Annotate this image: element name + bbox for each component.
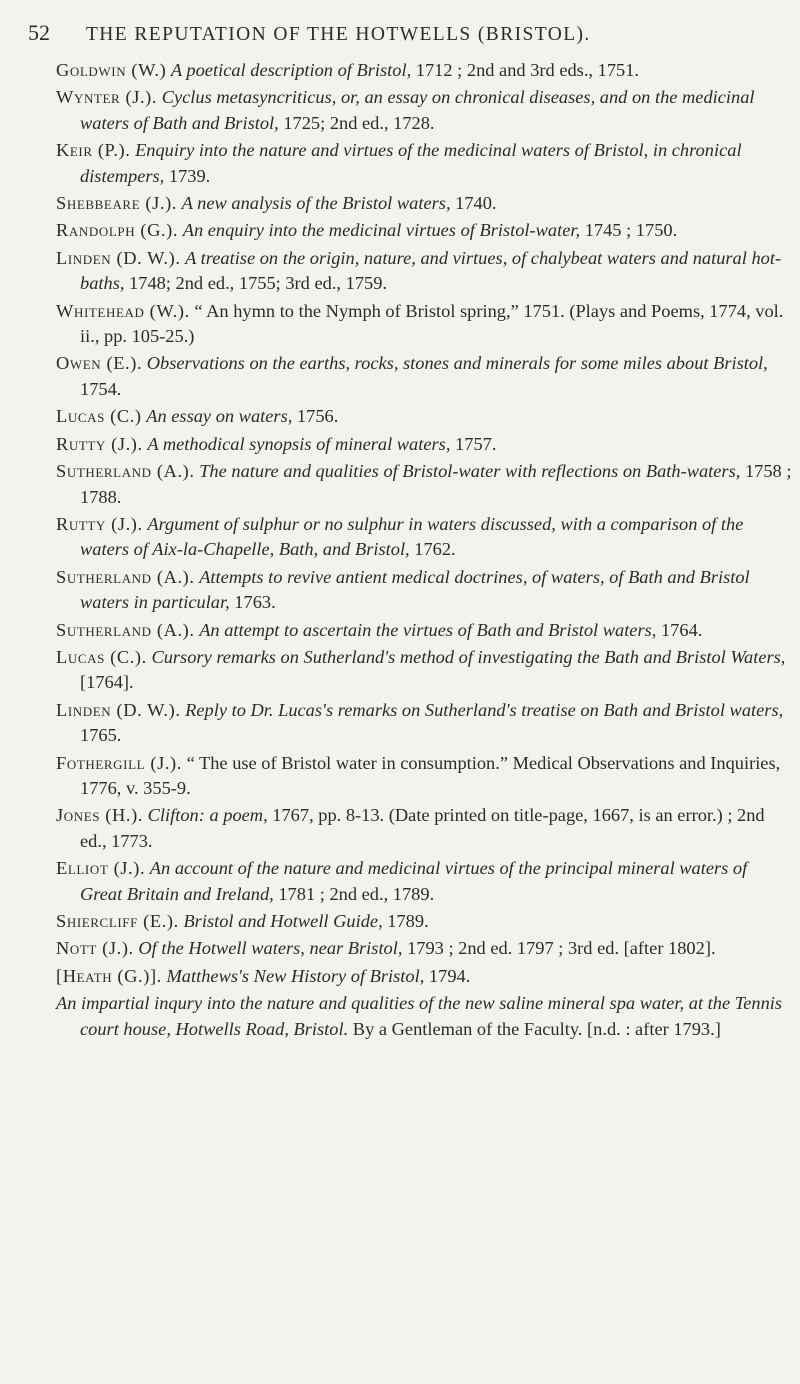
entry-details: 1712 ; 2nd and 3rd eds., 1751. [411,60,640,80]
entry-title: A poetical description of Bristol, [170,60,412,80]
bibliography-entry [56,459,792,510]
bibliography-entry [56,856,792,907]
entry-title: An account of the nature and medicinal virtues of the principal mineral waters of Great Britain and Ireland, [80,858,748,904]
bibliography-entry [56,191,792,216]
entry-title: An impartial inqury into the nature and qualities of the new saline mineral spa water, at the Tennis court house, Hotwells Road, Bristol. [56,993,783,1039]
entry-title: Enquiry into the nature and virtues of the medicinal waters of Bristol, in chronical distempers, [80,140,742,186]
entry-details: 1781 ; 2nd ed., 1789. [273,883,435,904]
entry-details: [1764]. [80,672,134,693]
entry-title: Attempts to revive antient medical doctrines, of waters, of Bath and Bristol waters in particular, [80,566,750,613]
entry-title: Cursory remarks on Sutherland's method of investigating the Bath and Bristol Waters, [151,646,786,667]
entry-title: A methodical synopsis of mineral waters, [147,433,451,454]
entry-author: Owen (E.). [56,353,143,374]
entry-details: 1748; 2nd ed., 1755; 3rd ed., 1759. [124,273,388,294]
bibliography-entry [56,218,792,243]
entry-author: Elliot (J.). [56,858,146,879]
entry-author: Lucas (C.). [56,646,147,667]
entry-details: 1756. [292,406,339,427]
entry-details: “ The use of Bristol water in consumption.” Medical Observations and Inquiries, 1776, v. 355-9. [80,752,781,798]
bibliography-entry [56,138,792,189]
entry-author: Fothergill (J.). [56,752,182,773]
entry-title: The nature and qualities of Bristol-water with reflections on Bath-waters, [199,461,741,482]
entry-title: Observations on the earths, rocks, stones and minerals for some miles about Bristol, [146,353,768,374]
entry-details: 1793 ; 2nd ed. 1797 ; 3rd ed. [after 1802]. [402,938,716,959]
entry-author: Rutty (J.). [56,433,143,454]
entry-details: 1765. [80,725,122,746]
entry-title: An enquiry into the medicinal virtues of Bristol-water, [182,220,581,241]
entry-details: 1757. [450,433,497,454]
bibliography-entry [56,698,792,749]
entry-details: 1740. [450,193,497,214]
bibliography-entry [56,618,792,643]
entry-title: An essay on waters, [146,406,293,427]
entry-author: Sutherland (A.). [56,619,195,640]
entry-title: Argument of sulphur or no sulphur in waters discussed, with a comparison of the waters of Aix-la-Chapelle, Bath, and Bristol, [80,513,744,560]
bibliography-entry [56,351,792,402]
bibliography-entry [56,909,792,934]
entry-title: Cyclus metasyncriticus, or, an essay on chronical diseases, and on the medicinal waters of Bath and Bristol, [80,87,755,133]
entry-author: Sutherland (A.). [56,461,195,482]
entry-title: A treatise on the origin, nature, and virtues, of chalybeat waters and natural hot-baths, [80,247,782,294]
bibliography-entry [56,751,792,802]
entry-author: Goldwin (W.) [56,60,167,80]
entry-details: 1754. [80,378,122,399]
entry-author: Keir (P.). [56,140,131,161]
entry-details: 1767, pp. 8-13. (Date printed on title-page, 1667, is an error.) ; 2nd ed., 1773. [80,805,765,851]
entry-author: Rutty (J.). [56,513,143,534]
entry-author: Lucas (C.) [56,406,142,427]
entry-author: Wynter (J.). [56,87,158,108]
bibliography-entry [56,645,792,696]
entry-title: Clifton: a poem, [147,805,268,826]
entry-details: 1763. [229,592,276,613]
entry-title: An attempt to ascertain the virtues of Bath and Bristol waters, [199,619,657,640]
entry-author: Shebbeare (J.). [56,193,178,214]
entry-details: By a Gentleman of the Faculty. [n.d. : after 1793.] [348,1018,721,1039]
entry-title: Bristol and Hotwell Guide, [183,911,383,931]
running-title: THE REPUTATION OF THE HOTWELLS (BRISTOL). [86,24,591,45]
entry-details: “ An hymn to the Nymph of Bristol spring,” 1751. (Plays and Poems, 1774, vol. ii., pp. 105-25.) [80,300,784,347]
bibliography-entry [56,85,792,136]
bibliography-entry [56,58,792,83]
entry-details: 1789. [382,911,429,931]
entry-details: 1794. [424,965,471,986]
bibliography-entry [56,404,792,429]
entry-author: Jones (H.). [56,805,144,826]
bibliography-list [56,58,792,1044]
page-header [28,20,780,46]
entry-author: Linden (D. W.). [56,247,181,268]
entry-author: Sutherland (A.). [56,566,195,587]
entry-author: Randolph (G.). [56,220,179,241]
entry-title: A new analysis of the Bristol waters, [181,193,451,214]
bibliography-entry [56,964,792,989]
bibliography-entry [56,512,792,563]
entry-details: 1758 ; 1788. [80,461,792,507]
entry-title: Of the Hotwell waters, near Bristol, [138,938,403,959]
entry-title: Matthews's New History of Bristol, [166,965,425,986]
entry-author: Linden (D. W.). [56,699,181,720]
bibliography-entry [56,432,792,457]
entry-details: 1764. [656,619,703,640]
entry-title: Reply to Dr. Lucas's remarks on Sutherland's treatise on Bath and Bristol waters, [185,699,784,720]
entry-details: 1762. [409,539,456,560]
bibliography-entry [56,246,792,297]
bibliography-entry [56,936,792,961]
entry-details: 1725; 2nd ed., 1728. [278,112,435,133]
entry-details: 1739. [164,165,211,186]
page-number: 52 [28,20,50,45]
bibliography-entry [56,565,792,616]
entry-author: Whitehead (W.). [56,300,190,321]
entry-author: Shiercliff (E.). [56,911,179,931]
bibliography-entry [56,991,792,1042]
entry-author: [Heath (G.)]. [56,965,162,986]
bibliography-entry [56,803,792,854]
bibliography-entry [56,299,792,350]
entry-details: 1745 ; 1750. [580,220,678,241]
entry-author: Nott (J.). [56,938,134,959]
